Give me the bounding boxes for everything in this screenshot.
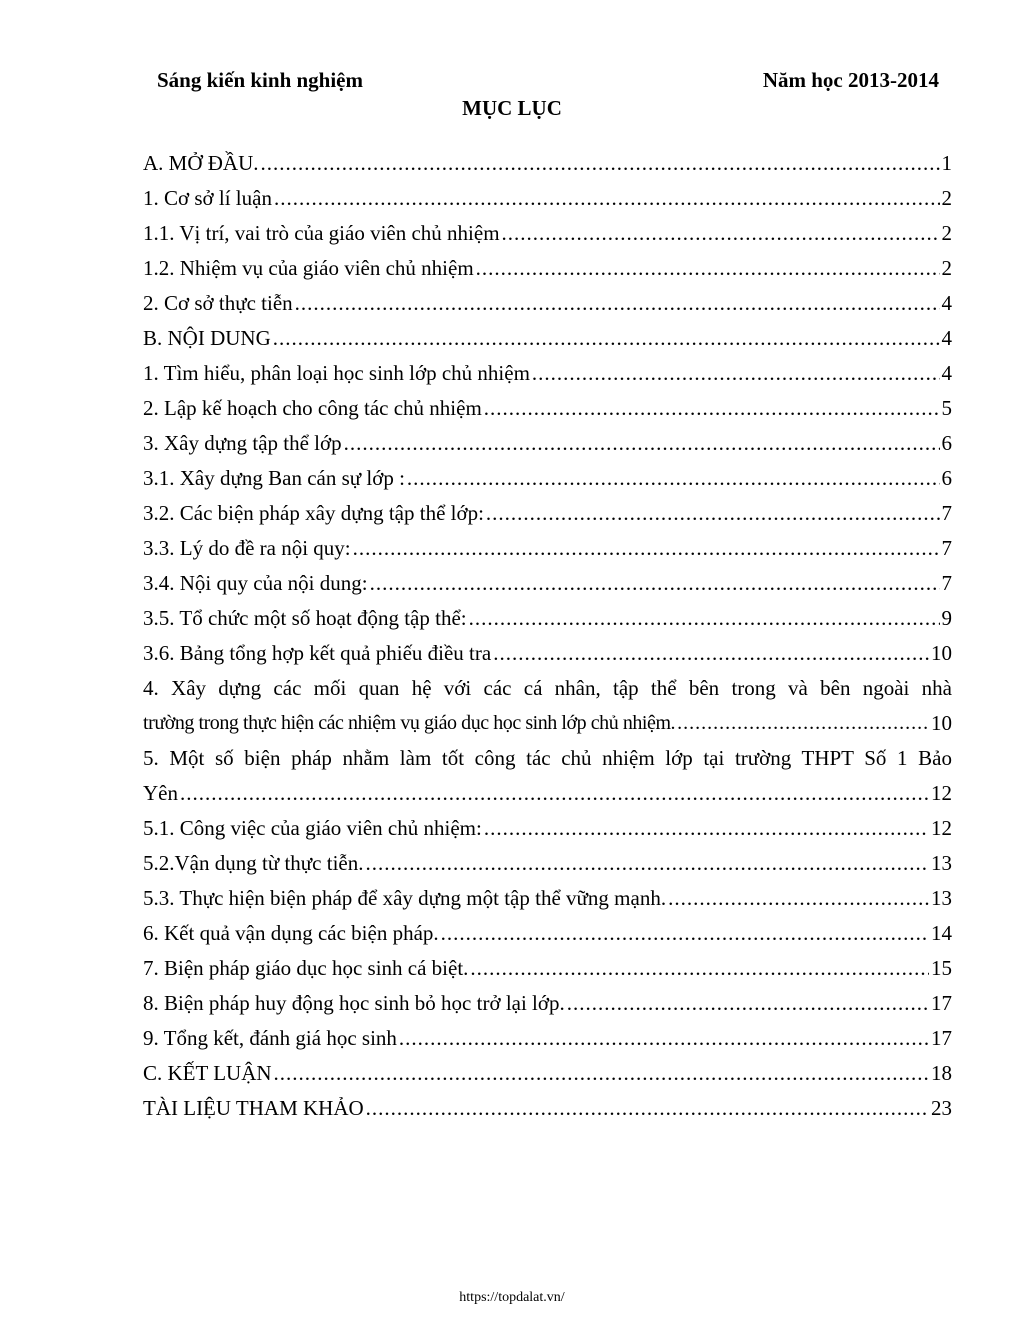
toc-entry[interactable]: [143, 601, 952, 636]
toc-entry-label: 2. Lập kế hoạch cho công tác chủ nhiệm: [143, 396, 482, 420]
toc-entry[interactable]: [143, 531, 952, 566]
toc-entry-label: 3.1. Xây dựng Ban cán sự lớp :: [143, 466, 405, 490]
toc-leader-dots: [469, 601, 940, 636]
toc-entry[interactable]: [143, 461, 952, 496]
toc-entry-page: 17: [931, 991, 952, 1015]
toc-entry-page: 4: [941, 291, 952, 315]
toc-entry[interactable]: [143, 356, 952, 391]
toc-entry-label: 5.2.Vận dụng từ thực tiễn.: [143, 851, 364, 875]
toc-entry-4-line1[interactable]: 4. Xây dựng các mối quan hệ với các cá nhân, tập thể bên trong và bên ngoài nhà: [143, 676, 952, 700]
toc-entry-label: B. NỘI DUNG: [143, 326, 271, 350]
toc-entry[interactable]: [143, 216, 952, 251]
toc-entry[interactable]: [143, 391, 952, 426]
toc-entry-page: 13: [931, 886, 952, 910]
toc-leader-dots: [493, 636, 929, 671]
toc-entry-page: 2: [941, 256, 952, 280]
toc-entry-page: 2: [941, 221, 952, 245]
toc-entry-page: 23: [931, 1096, 952, 1120]
toc-entry-label: 3.3. Lý do đề ra nội quy:: [143, 536, 351, 560]
toc-entry-label: 6. Kết quả vận dụng các biện pháp.: [143, 921, 439, 945]
toc-leader-dots: [180, 776, 929, 811]
toc-entry[interactable]: [143, 1056, 952, 1091]
page-title: MỤC LỤC: [462, 96, 562, 120]
toc-entry-page: 7: [941, 501, 952, 525]
toc-entry[interactable]: [143, 286, 952, 321]
toc-entry-page: 17: [931, 1026, 952, 1050]
toc-leader-dots: [370, 566, 940, 601]
toc-entry-label: 5.3. Thực hiện biện pháp để xây dựng một tập thể vững mạnh.: [143, 886, 667, 910]
toc-entry-label: 1. Cơ sở lí luận: [143, 186, 272, 210]
toc-entry-page: 5: [941, 396, 952, 420]
toc-entry-label: 1.1. Vị trí, vai trò của giáo viên chủ nhiệm: [143, 221, 500, 245]
toc-leader-dots: [274, 1056, 929, 1091]
toc-leader-dots: [532, 356, 940, 391]
toc-entry-page: 14: [931, 921, 952, 945]
toc-leader-dots: [353, 531, 940, 566]
toc-entry[interactable]: [143, 496, 952, 531]
toc-entry-label: C. KẾT LUẬN: [143, 1061, 272, 1085]
toc-entry-page: 6: [941, 466, 952, 490]
toc-entry-page: 12: [931, 816, 952, 840]
toc-entry-page: 9: [941, 606, 952, 630]
toc-entry-label: 3.6. Bảng tổng hợp kết quả phiếu điều tra: [143, 641, 492, 665]
toc-leader-dots: [365, 846, 929, 881]
toc-entry-label: trường trong thực hiện các nhiệm vụ giáo dục học sinh lớp chủ nhiệm.: [143, 712, 676, 734]
toc-leader-dots: [470, 951, 929, 986]
toc-leader-dots: [407, 461, 940, 496]
toc-entry-page: 7: [941, 571, 952, 595]
toc-entry-page: 1: [941, 151, 952, 175]
toc-leader-dots: [484, 811, 929, 846]
toc-entry[interactable]: [143, 1021, 952, 1056]
toc-entry[interactable]: [143, 951, 952, 986]
toc-entry[interactable]: [143, 566, 952, 601]
toc-entry[interactable]: [143, 251, 952, 286]
toc-leader-dots: [273, 321, 940, 356]
toc-entry-label: 8. Biện pháp huy động học sinh bỏ học trở lại lớp.: [143, 991, 565, 1015]
toc-entry-label: 3.2. Các biện pháp xây dựng tập thể lớp:: [143, 501, 484, 525]
toc-entry[interactable]: [143, 811, 952, 846]
toc-entry[interactable]: [143, 1091, 952, 1126]
toc-leader-dots: [567, 986, 929, 1021]
toc-entry-page: 10: [931, 711, 952, 735]
toc-entry[interactable]: [143, 181, 952, 216]
toc-entry-page: 6: [941, 431, 952, 455]
toc-leader-dots: [476, 251, 940, 286]
toc-entry-label: 1. Tìm hiểu, phân loại học sinh lớp chủ nhiệm: [143, 361, 530, 385]
toc-leader-dots: [399, 1021, 929, 1056]
header-doc-type: Sáng kiến kinh nghiệm: [157, 68, 364, 92]
page-header: [157, 68, 939, 96]
toc-leader-dots: [261, 146, 940, 181]
toc-leader-dots: [441, 916, 929, 951]
toc-entry[interactable]: [143, 636, 952, 671]
toc-entry-label: Yên: [143, 781, 178, 805]
toc-entry-label: 3. Xây dựng tập thể lớp: [143, 431, 342, 455]
toc-entry-page: 7: [941, 536, 952, 560]
toc-entry[interactable]: [143, 776, 952, 811]
toc-entry-label: 3.5. Tổ chức một số hoạt động tập thể:: [143, 606, 467, 630]
toc-entry[interactable]: [143, 146, 952, 181]
header-school-year: Năm học 2013-2014: [762, 68, 939, 92]
toc-entry-label: 7. Biện pháp giáo dục học sinh cá biệt.: [143, 956, 469, 980]
toc-entry-label: 1.2. Nhiệm vụ của giáo viên chủ nhiệm: [143, 256, 474, 280]
table-of-contents: [143, 146, 952, 1126]
toc-entry-page: 18: [931, 1061, 952, 1085]
toc-leader-dots: [484, 391, 940, 426]
toc-entry[interactable]: [143, 321, 952, 356]
toc-entry-page: 10: [931, 641, 952, 665]
toc-entry-page: 15: [931, 956, 952, 980]
toc-leader-dots: [274, 181, 940, 216]
toc-entry-5-line1[interactable]: 5. Một số biện pháp nhằm làm tốt công tác chủ nhiệm lớp tại trường THPT Số 1 Bảo: [143, 746, 952, 770]
page-footer-url: https://topdalat.vn/: [459, 1290, 565, 1305]
toc-leader-dots: [668, 881, 929, 916]
toc-leader-dots: [486, 496, 940, 531]
toc-entry[interactable]: [143, 916, 952, 951]
toc-entry[interactable]: [143, 881, 952, 916]
toc-entry-label: A. MỞ ĐẦU.: [143, 151, 259, 175]
toc-leader-dots: [677, 706, 929, 741]
toc-entry-label: 9. Tổng kết, đánh giá học sinh: [143, 1026, 397, 1050]
toc-entry-label: TÀI LIỆU THAM KHẢO: [143, 1096, 364, 1120]
toc-entry-label: 2. Cơ sở thực tiễn: [143, 291, 293, 315]
toc-entry-page: 13: [931, 851, 952, 875]
toc-entry-label: 5.1. Công việc của giáo viên chủ nhiệm:: [143, 816, 482, 840]
toc-entry-page: 4: [941, 326, 952, 350]
toc-entry[interactable]: [143, 426, 952, 461]
toc-leader-dots: [295, 286, 940, 321]
toc-entry-page: 12: [931, 781, 952, 805]
toc-entry[interactable]: [143, 706, 952, 741]
toc-leader-dots: [502, 216, 940, 251]
toc-leader-dots: [366, 1091, 929, 1126]
toc-entry[interactable]: [143, 846, 952, 881]
toc-entry[interactable]: [143, 986, 952, 1021]
toc-entry-page: 4: [941, 361, 952, 385]
toc-entry-label: 3.4. Nội quy của nội dung:: [143, 571, 368, 595]
toc-leader-dots: [344, 426, 940, 461]
toc-entry-page: 2: [941, 186, 952, 210]
